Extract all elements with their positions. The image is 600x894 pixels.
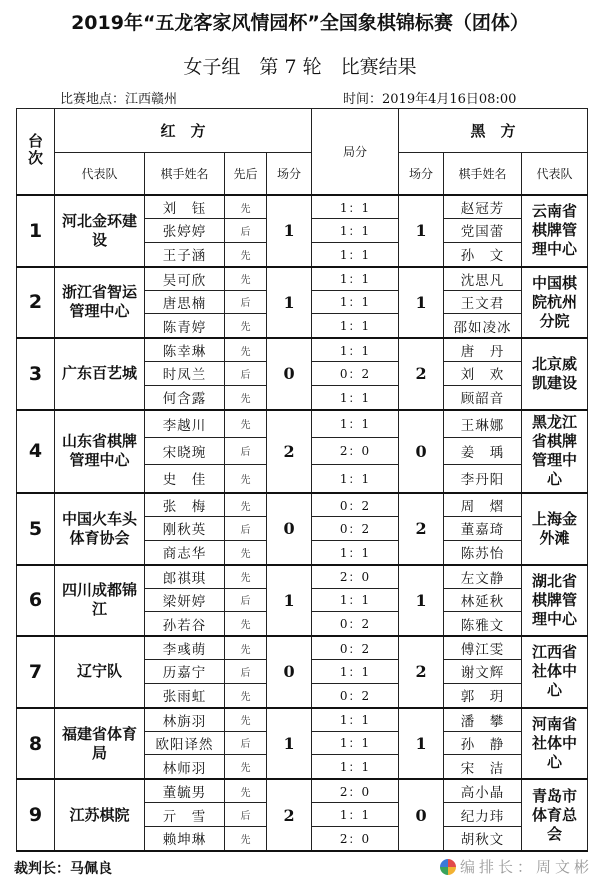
results-body — [17, 109, 588, 852]
red-player-order: 先 — [225, 636, 267, 660]
game-score: 1：1 — [312, 464, 399, 493]
results-table — [16, 108, 588, 852]
red-player-name: 郎祺琪 — [145, 565, 225, 589]
red-player-order: 先 — [225, 565, 267, 589]
game-score: 0：2 — [312, 612, 399, 637]
black-player-name: 王文君 — [444, 290, 522, 314]
red-player-order: 后 — [225, 803, 267, 827]
red-team-name: 中国火车头体育协会 — [55, 493, 145, 565]
red-player-order: 先 — [225, 540, 267, 565]
black-player-name: 邵如凌冰 — [444, 314, 522, 339]
red-player-name: 张婷婷 — [145, 219, 225, 243]
black-team-name: 北京威凯建设 — [522, 338, 588, 410]
red-team-name: 辽宁队 — [55, 636, 145, 708]
red-match-score: 1 — [267, 195, 312, 267]
red-player-order: 先 — [225, 755, 267, 780]
black-player-name: 郭 玥 — [444, 683, 522, 708]
red-player-name: 李彧萌 — [145, 636, 225, 660]
game-score: 2：0 — [312, 565, 399, 589]
table-row — [17, 410, 588, 437]
red-player-order: 先 — [225, 338, 267, 362]
page-title: 2019年“五龙客家风情园杯”全国象棋锦标赛（团体） — [71, 12, 529, 34]
red-team-name: 福建省体育局 — [55, 708, 145, 780]
black-team-name: 云南省棋牌管理中心 — [522, 195, 588, 267]
red-player-name: 张 梅 — [145, 493, 225, 517]
red-player-order: 后 — [225, 362, 267, 386]
referee-label: 裁判长：马佩良 — [14, 861, 112, 877]
red-player-order: 先 — [225, 683, 267, 708]
black-player-name: 左文静 — [444, 565, 522, 589]
red-player-name: 董毓男 — [145, 779, 225, 803]
round-number: 4 — [17, 410, 55, 493]
round-number: 9 — [17, 779, 55, 851]
table-row — [17, 195, 588, 219]
black-side-header: 黑 方 — [399, 109, 588, 153]
red-player-name: 宋晓琬 — [145, 437, 225, 464]
red-player-name: 时凤兰 — [145, 362, 225, 386]
red-player-order: 先 — [225, 314, 267, 339]
red-player-order: 后 — [225, 731, 267, 755]
round-number: 3 — [17, 338, 55, 410]
red-player-name: 孙若谷 — [145, 612, 225, 637]
black-player-header: 棋手姓名 — [444, 152, 522, 195]
black-player-name: 高小晶 — [444, 779, 522, 803]
red-player-order: 先 — [225, 493, 267, 517]
game-score: 1：1 — [312, 410, 399, 437]
black-team-name: 河南省社体中心 — [522, 708, 588, 780]
red-player-name: 林师羽 — [145, 755, 225, 780]
red-side-header: 红 方 — [55, 109, 312, 153]
black-team-name: 中国棋院杭州分院 — [522, 267, 588, 339]
page-subtitle: 女子组 第 7 轮 比赛结果 — [183, 56, 417, 78]
black-player-name: 顾韶音 — [444, 385, 522, 410]
game-score: 1：1 — [312, 290, 399, 314]
black-player-name: 陈苏怡 — [444, 540, 522, 565]
game-score: 1：1 — [312, 314, 399, 339]
red-team-name: 广东百艺城 — [55, 338, 145, 410]
red-match-score-header: 场分 — [267, 152, 312, 195]
black-player-name: 孙 文 — [444, 242, 522, 267]
round-number: 1 — [17, 195, 55, 267]
game-score: 0：2 — [312, 636, 399, 660]
red-match-score: 0 — [267, 636, 312, 708]
watermark-text: 编排长：周文彬 — [460, 858, 594, 876]
red-order-header: 先后 — [225, 152, 267, 195]
game-score: 0：2 — [312, 493, 399, 517]
game-score: 1：1 — [312, 803, 399, 827]
red-team-name: 四川成都锦江 — [55, 565, 145, 637]
black-match-score: 0 — [399, 410, 444, 493]
red-player-order: 先 — [225, 464, 267, 493]
table-row — [17, 708, 588, 732]
black-player-name: 唐 丹 — [444, 338, 522, 362]
time-label: 时间：2019年4月16日08:00 — [343, 92, 517, 107]
red-match-score: 1 — [267, 267, 312, 339]
black-match-score: 1 — [399, 565, 444, 637]
header-row-sub — [17, 152, 588, 195]
black-player-name: 林延秋 — [444, 588, 522, 612]
game-score: 1：1 — [312, 755, 399, 780]
red-match-score: 2 — [267, 779, 312, 851]
venue-label: 比赛地点：江西赣州 — [60, 92, 178, 107]
red-player-order: 先 — [225, 242, 267, 267]
red-player-name: 吴可欣 — [145, 267, 225, 291]
black-match-score: 0 — [399, 779, 444, 851]
red-player-name: 梁妍婷 — [145, 588, 225, 612]
red-player-name: 欧阳译然 — [145, 731, 225, 755]
red-player-name: 亓 雪 — [145, 803, 225, 827]
table-row — [17, 779, 588, 803]
black-player-name: 李丹阳 — [444, 464, 522, 493]
black-match-score: 2 — [399, 493, 444, 565]
game-score: 2：0 — [312, 779, 399, 803]
header-row-top — [17, 109, 588, 153]
red-player-name: 刚秋英 — [145, 517, 225, 541]
black-player-name: 沈思凡 — [444, 267, 522, 291]
red-team-name: 浙江省智运管理中心 — [55, 267, 145, 339]
red-player-name: 历嘉宁 — [145, 660, 225, 684]
red-player-order: 先 — [225, 267, 267, 291]
black-player-name: 纪力玮 — [444, 803, 522, 827]
red-player-order: 后 — [225, 219, 267, 243]
black-match-score: 1 — [399, 195, 444, 267]
red-player-name: 商志华 — [145, 540, 225, 565]
game-score: 0：2 — [312, 517, 399, 541]
black-match-score: 2 — [399, 338, 444, 410]
table-row — [17, 636, 588, 660]
round-number: 7 — [17, 636, 55, 708]
table-row — [17, 493, 588, 517]
black-player-name: 党国蕾 — [444, 219, 522, 243]
red-player-name: 李越川 — [145, 410, 225, 437]
red-match-score: 0 — [267, 493, 312, 565]
black-player-name: 谢文辉 — [444, 660, 522, 684]
black-player-name: 周 熠 — [444, 493, 522, 517]
black-match-score-header: 场分 — [399, 152, 444, 195]
game-score: 0：2 — [312, 683, 399, 708]
red-player-order: 后 — [225, 660, 267, 684]
game-score: 1：1 — [312, 708, 399, 732]
black-player-name: 王琳娜 — [444, 410, 522, 437]
black-player-name: 陈雅文 — [444, 612, 522, 637]
black-player-name: 孙 静 — [444, 731, 522, 755]
red-player-order: 先 — [225, 826, 267, 851]
game-score: 1：1 — [312, 267, 399, 291]
red-player-order: 先 — [225, 410, 267, 437]
red-player-order: 后 — [225, 517, 267, 541]
red-player-name: 林旃羽 — [145, 708, 225, 732]
black-player-name: 姜 瑀 — [444, 437, 522, 464]
game-score: 2：0 — [312, 437, 399, 464]
game-score: 1：1 — [312, 219, 399, 243]
black-match-score: 1 — [399, 708, 444, 780]
watermark — [440, 856, 593, 877]
round-number: 8 — [17, 708, 55, 780]
table-row — [17, 338, 588, 362]
colorful-circle-icon — [440, 859, 456, 875]
table-row — [17, 267, 588, 291]
round-header: 台次 — [17, 109, 55, 196]
black-match-score: 1 — [399, 267, 444, 339]
red-player-order: 先 — [225, 195, 267, 219]
round-number: 2 — [17, 267, 55, 339]
red-match-score: 0 — [267, 338, 312, 410]
red-player-order: 后 — [225, 437, 267, 464]
game-score: 0：2 — [312, 362, 399, 386]
red-player-name: 张雨虹 — [145, 683, 225, 708]
game-score: 1：1 — [312, 195, 399, 219]
game-score-header: 局分 — [312, 109, 399, 196]
red-match-score: 1 — [267, 708, 312, 780]
red-match-score: 1 — [267, 565, 312, 637]
red-player-name: 唐思楠 — [145, 290, 225, 314]
red-player-order: 先 — [225, 612, 267, 637]
red-team-header: 代表队 — [55, 152, 145, 195]
red-player-name: 王子涵 — [145, 242, 225, 267]
black-player-name: 刘 欢 — [444, 362, 522, 386]
red-player-header: 棋手姓名 — [145, 152, 225, 195]
results-sheet — [16, 108, 587, 852]
red-team-name: 河北金环建设 — [55, 195, 145, 267]
red-player-order: 先 — [225, 385, 267, 410]
red-team-name: 山东省棋牌管理中心 — [55, 410, 145, 493]
table-row — [17, 565, 588, 589]
black-team-name: 黑龙江省棋牌管理中心 — [522, 410, 588, 493]
red-player-name: 赖坤琳 — [145, 826, 225, 851]
black-team-name: 湖北省棋牌管理中心 — [522, 565, 588, 637]
black-team-name: 上海金外滩 — [522, 493, 588, 565]
black-player-name: 傅江雯 — [444, 636, 522, 660]
black-player-name: 赵冠芳 — [444, 195, 522, 219]
red-match-score: 2 — [267, 410, 312, 493]
black-player-name: 潘 攀 — [444, 708, 522, 732]
black-player-name: 董嘉琦 — [444, 517, 522, 541]
black-player-name: 胡秋文 — [444, 826, 522, 851]
black-team-name: 江西省社体中心 — [522, 636, 588, 708]
red-player-name: 陈青婷 — [145, 314, 225, 339]
red-player-name: 陈幸琳 — [145, 338, 225, 362]
red-player-name: 何含露 — [145, 385, 225, 410]
red-player-order: 先 — [225, 779, 267, 803]
red-player-order: 后 — [225, 290, 267, 314]
round-number: 5 — [17, 493, 55, 565]
game-score: 1：1 — [312, 540, 399, 565]
black-team-name: 青岛市体育总会 — [522, 779, 588, 851]
round-number: 6 — [17, 565, 55, 637]
game-score: 1：1 — [312, 660, 399, 684]
game-score: 1：1 — [312, 385, 399, 410]
red-player-name: 刘 钰 — [145, 195, 225, 219]
game-score: 1：1 — [312, 338, 399, 362]
black-match-score: 2 — [399, 636, 444, 708]
game-score: 2：0 — [312, 826, 399, 851]
red-player-name: 史 佳 — [145, 464, 225, 493]
game-score: 1：1 — [312, 242, 399, 267]
red-player-order: 后 — [225, 588, 267, 612]
black-team-header: 代表队 — [522, 152, 588, 195]
game-score: 1：1 — [312, 588, 399, 612]
red-team-name: 江苏棋院 — [55, 779, 145, 851]
black-player-name: 宋 洁 — [444, 755, 522, 780]
game-score: 1：1 — [312, 731, 399, 755]
red-player-order: 先 — [225, 708, 267, 732]
